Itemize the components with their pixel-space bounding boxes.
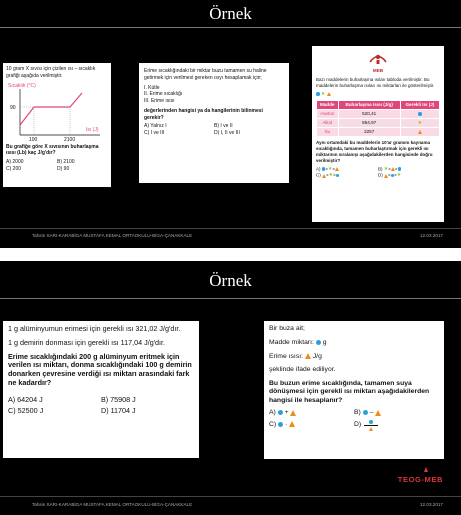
question-text: Madde miktarı: <box>269 339 314 347</box>
table-cell: 2257 <box>338 128 400 137</box>
option-c[interactable]: C) I ve III <box>144 130 165 136</box>
unit-label: J/g <box>312 352 322 360</box>
unit-label: g <box>322 339 327 347</box>
option-a[interactable]: A) 64204 J <box>8 394 43 404</box>
table-row <box>317 128 440 137</box>
title-divider <box>0 27 461 28</box>
footer-date: 12.03.2017 <box>420 233 443 238</box>
fraction <box>364 420 378 431</box>
table-cell: Alkol <box>317 118 339 128</box>
teog-logo: TEOG-MEB <box>397 475 443 484</box>
graph-ytick: 90 <box>10 104 16 111</box>
graph-xtick: 100 <box>29 136 38 141</box>
question-card-1 <box>3 63 111 187</box>
question-prompt: Bu buzun erime sıcaklığında, tamamen suya dönüşmesi için gerekli ısı miktarı aşağıdakilerden hangisi ile hesaplanır? <box>269 379 430 404</box>
question-prompt: değerlerinden hangisi ya da hangilerinin bilinmesi gerekir? <box>144 107 263 121</box>
question-card-left <box>3 321 199 458</box>
heat-temperature-graph <box>6 81 108 141</box>
option-d[interactable]: D) 90 <box>57 165 70 172</box>
slide-2 <box>0 261 461 515</box>
circle-icon <box>316 340 321 345</box>
slide-title: Örnek <box>209 271 252 290</box>
option-d[interactable]: D) > >★ <box>378 172 402 179</box>
graph-xtick: 2100 <box>64 136 76 141</box>
column-header: Madde <box>317 101 339 110</box>
question-card-right <box>264 321 444 459</box>
footer-author: Tahsin SARI-KARABİGA MUSTAFA KEMAL ORTAOKULU-BİGA-ÇANAKKALE <box>32 233 193 238</box>
question-prompt: Aynı ortamdaki bu maddelerin 10'ar gramını kaynama sıcaklığında, tamamen buharlaştırmak için gerekli ısı miktarının sıralanışı aşağıdakilerden hangisinde doğru verilmiştir? <box>316 140 433 163</box>
option-c[interactable]: C) 52500 J <box>8 406 44 416</box>
slide-1 <box>0 0 461 248</box>
data-table <box>316 100 440 137</box>
option-b[interactable]: B) 2100 <box>57 159 75 165</box>
option-b[interactable]: B) – <box>354 409 439 417</box>
graph-xlabel: Isı (J) <box>86 126 99 133</box>
option-b[interactable]: B) ★> > <box>378 166 440 173</box>
slide-title: Örnek <box>209 4 252 23</box>
table-cell: 854,97 <box>338 118 400 128</box>
column-header: Buharlaşma Isısı (J/g) <box>338 101 400 110</box>
title-divider <box>0 298 461 299</box>
question-text: Erime sıcaklığındaki bir miktar buzu tamamen su haline getirmek için verilmesi gereken ısıyı hesaplamak için; <box>144 68 267 81</box>
list-item: I. Kütle <box>144 84 160 91</box>
option-b[interactable]: B) I ve II <box>214 123 233 130</box>
question-text: 1 g demirin donması için gerekli ısı 117,04 J/g'dır. <box>8 337 166 347</box>
option-a[interactable]: A) Yalnız I <box>144 123 167 130</box>
item-list <box>144 85 284 105</box>
table-row <box>317 109 440 118</box>
column-header: Gerekli Isı (J) <box>400 101 439 110</box>
table-cell: Aseton <box>317 109 339 118</box>
graph-line <box>20 93 82 125</box>
logo-label: MEB <box>372 67 384 73</box>
meb-emblem-icon <box>367 50 389 66</box>
question-text: Bazı maddelerin buharlaşma ısıları tabloda verilmiştir. Bu maddelerin buharlaşma ısıları ısı miktarları ile gösterilmiştir. <box>316 76 435 88</box>
option-d[interactable]: D) I, II ve III <box>214 130 240 136</box>
question-text: Bir buza ait; <box>269 325 305 332</box>
question-text: 1 g alüminyumun erimesi için gerekli ısı 321,02 J/g'dır. <box>8 324 181 333</box>
option-a[interactable]: A) >★> <box>316 166 378 173</box>
question-prompt: Bu grafiğe göre X sıvısının buharlaşma ısısı (Lb) kaç J/g'dır? <box>6 143 99 157</box>
option-a[interactable]: A) 2000 <box>6 159 24 165</box>
option-c[interactable]: C) · <box>269 421 354 429</box>
question-text: Erime ısısı: <box>269 352 303 360</box>
meb-logo <box>316 50 440 74</box>
circle-icon <box>316 92 320 96</box>
triangle-icon <box>327 92 331 96</box>
option-c[interactable]: C) 200 <box>6 165 22 172</box>
option-d[interactable]: D) <box>354 420 439 431</box>
question-card-3 <box>312 46 444 222</box>
star-icon: ★ <box>320 90 326 97</box>
option-d[interactable]: D) 11704 J <box>101 406 136 416</box>
footer-divider <box>0 228 461 229</box>
arrow-marker-icon <box>424 467 428 472</box>
table-cell: Su <box>317 128 339 137</box>
triangle-icon <box>418 130 422 134</box>
option-b[interactable]: B) 75908 J <box>101 394 136 404</box>
graph-ylabel: Sıcaklık (°C) <box>8 82 36 89</box>
question-card-2 <box>139 63 289 183</box>
option-c[interactable]: C) >★> <box>316 172 378 179</box>
question-text: 10 gram X sıvısı için çizilen ısı – sıcaklık grafiği aşağıda verilmiştir. <box>6 66 96 79</box>
triangle-icon <box>305 353 311 359</box>
footer-divider <box>0 496 461 497</box>
table-row <box>317 118 440 128</box>
star-icon: ★ <box>417 119 423 126</box>
question-prompt: Erime sıcaklığındaki 200 g alüminyum eritmek için verilen ısı miktarı, donma sıcaklığındaki 100 g demirin donarken çevresine verdiği ısı miktarı arasındaki fark ne kadardır? <box>8 351 192 387</box>
footer-date: 12.03.2017 <box>420 502 443 507</box>
table-header <box>317 101 440 110</box>
table-cell: 520,41 <box>338 109 400 118</box>
footer-author: Tahsin SARI-KARABİGA MUSTAFA KEMAL ORTAOKULU-BİGA-ÇANAKKALE <box>32 502 193 507</box>
list-item: II. Erime sıcaklığı <box>144 91 183 98</box>
option-a[interactable]: A) + <box>269 409 354 417</box>
question-text: şeklinde ifade ediliyor. <box>269 366 336 374</box>
circle-icon <box>418 112 422 116</box>
legend-symbols <box>316 91 440 98</box>
list-item: III. Erime ısısı <box>144 98 175 104</box>
